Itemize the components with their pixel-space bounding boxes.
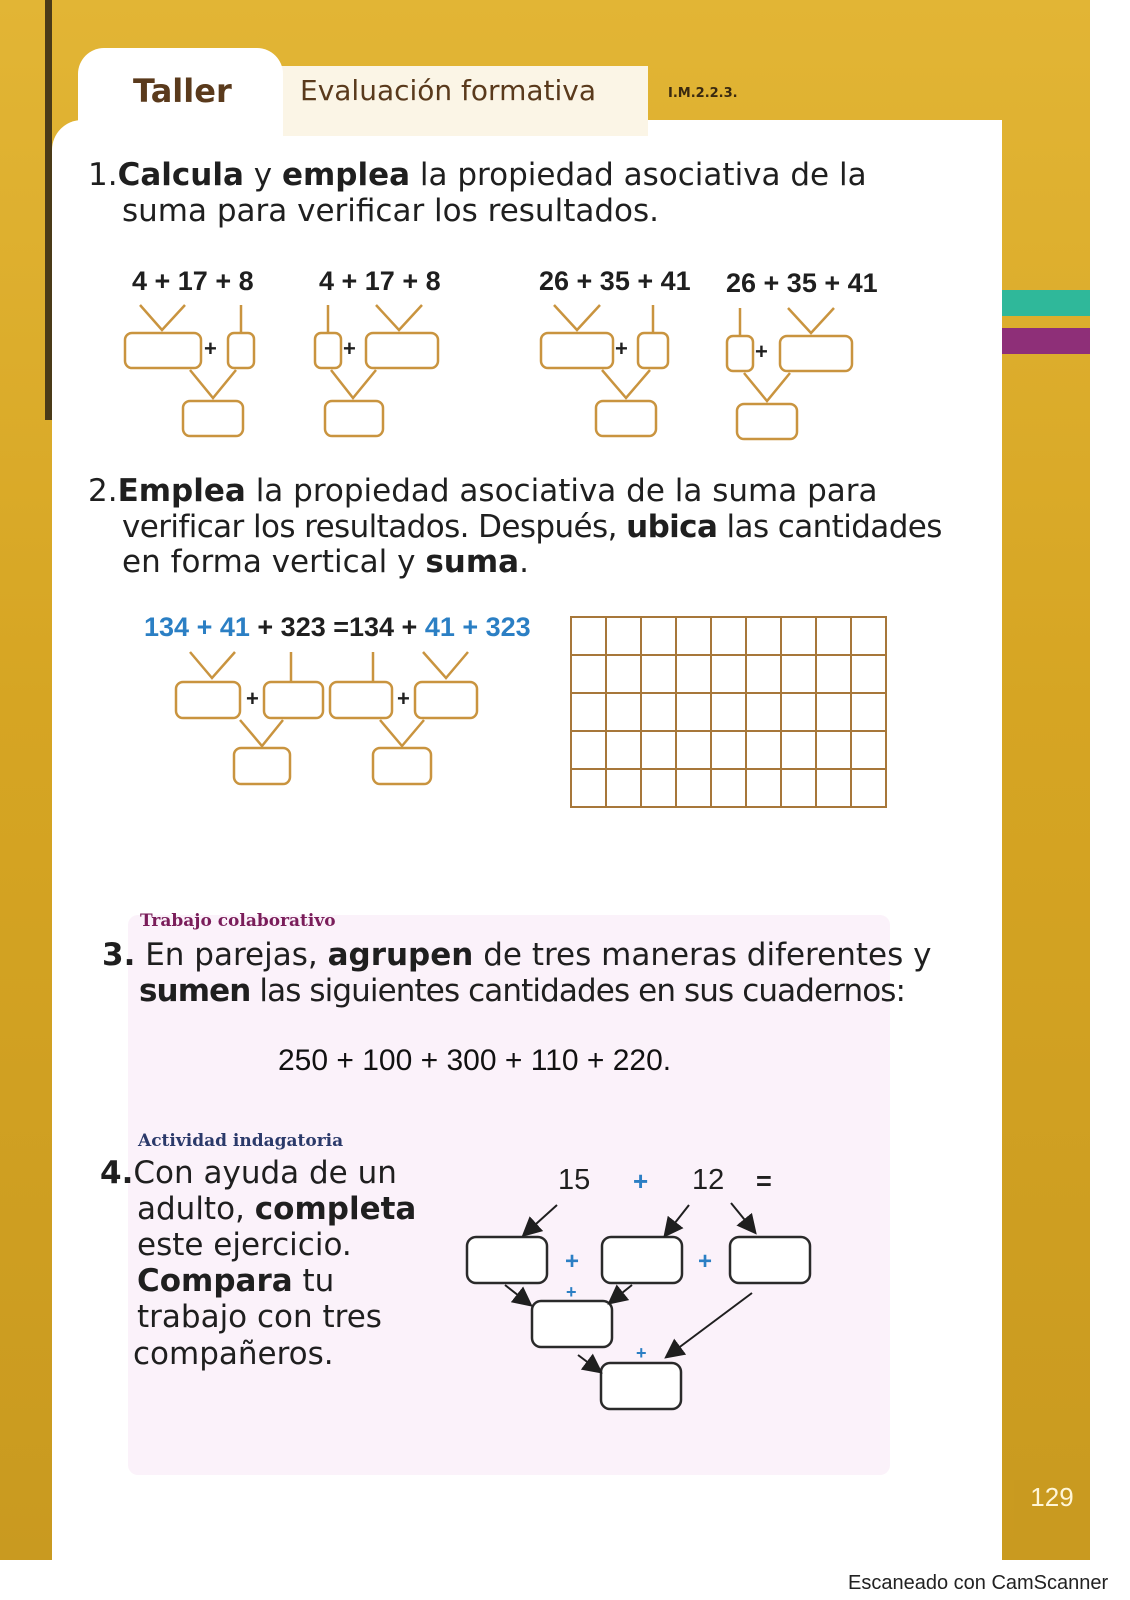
q2-line2-text: verificar los resultados. Después, (122, 509, 617, 545)
q4-box-1[interactable] (467, 1237, 547, 1283)
q4-plus-3: + (566, 1282, 577, 1302)
q4-text-tu: tu (302, 1263, 335, 1299)
q2-plus-left: + (246, 686, 259, 711)
q4-number: 4. (100, 1155, 134, 1191)
q4-line5: trabajo con tres (137, 1299, 382, 1335)
header-section-title: Evaluación formativa (300, 74, 596, 107)
q3-verb-sumen: sumen (139, 973, 251, 1009)
q2-eq-right: 41 + 323 (424, 612, 531, 642)
q1-word: y (253, 157, 273, 193)
q3-line1-end: de tres maneras diferentes y (483, 937, 932, 973)
q1-verb-calcula: Calcula (117, 157, 244, 193)
q4-number-15: 15 (558, 1164, 591, 1196)
q4-box-result[interactable] (601, 1363, 681, 1409)
q4-op-equals: = (756, 1166, 772, 1196)
q1-d1-plus: + (204, 336, 217, 361)
q3-line1-start: En parejas, (145, 937, 318, 973)
q4-plus-2: + (698, 1248, 713, 1275)
q1-expression-4: 26 + 35 + 41 (726, 268, 878, 298)
q1-expression-1: 4 + 17 + 8 (132, 266, 254, 296)
q4-op-plus: + (633, 1166, 649, 1196)
q2-plus-right: + (397, 686, 410, 711)
q1-d2-plus: + (343, 336, 356, 361)
q4-verb-compara: Compara (137, 1263, 293, 1299)
q4-box-mid[interactable] (532, 1301, 612, 1347)
indicator-code: I.M.2.2.3. (668, 86, 738, 101)
q4-verb-completa: completa (254, 1191, 417, 1227)
q3-number: 3. (102, 937, 136, 973)
scanner-watermark: Escaneado con CamScanner (848, 1572, 1109, 1594)
q3-verb-agrupen: agrupen (327, 937, 474, 973)
q3-label: Trabajo colaborativo (140, 911, 336, 931)
q2-period: . (519, 544, 529, 580)
q4-text-1: Con ayuda de un (133, 1155, 397, 1191)
q1-number: 1. (88, 157, 118, 193)
q4-box-2[interactable] (602, 1237, 682, 1283)
q1-d4-plus: + (755, 339, 768, 364)
q3-expression: 250 + 100 + 300 + 110 + 220. (278, 1044, 672, 1077)
page-number: 129 (1030, 1482, 1074, 1512)
q2-rest: la propiedad asociativa de la suma para (255, 473, 878, 509)
q4-plus-1: + (565, 1248, 580, 1275)
q1-rest: la propiedad asociativa de la (419, 157, 867, 193)
q1-d3-plus: + (615, 336, 628, 361)
q2-line2-end: las cantidades (726, 509, 942, 545)
q4-text-2: adulto, (137, 1191, 245, 1227)
q4-line6: compañeros. (133, 1336, 334, 1372)
q4-label: Actividad indagatoria (138, 1131, 344, 1151)
q1-text-line2: suma para verificar los resultados. (122, 193, 659, 229)
q2-eq-mid: + 323 =134 + (257, 612, 418, 642)
q2-verb-suma: suma (425, 544, 520, 580)
q4-box-3[interactable] (730, 1237, 810, 1283)
q4-plus-4: + (636, 1343, 647, 1363)
q4-number-12: 12 (692, 1164, 725, 1196)
q3-line2-end: las siguientes cantidades en sus cuadernos: (259, 973, 906, 1009)
q2-line3-text: en forma vertical y (122, 544, 416, 580)
q1-expression-2: 4 + 17 + 8 (319, 266, 441, 296)
q1-verb-emplea: emplea (281, 157, 411, 193)
q2-eq-41: + 41 (196, 612, 250, 642)
q4-line3: este ejercicio. (137, 1227, 352, 1263)
q2-eq-134: 134 (144, 612, 190, 642)
q2-number: 2. (88, 473, 118, 509)
q2-verb-emplea: Emplea (117, 473, 246, 509)
header-title: Taller (133, 72, 232, 110)
q1-expression-3: 26 + 35 + 41 (539, 266, 691, 296)
q2-verb-ubica: ubica (626, 509, 718, 545)
